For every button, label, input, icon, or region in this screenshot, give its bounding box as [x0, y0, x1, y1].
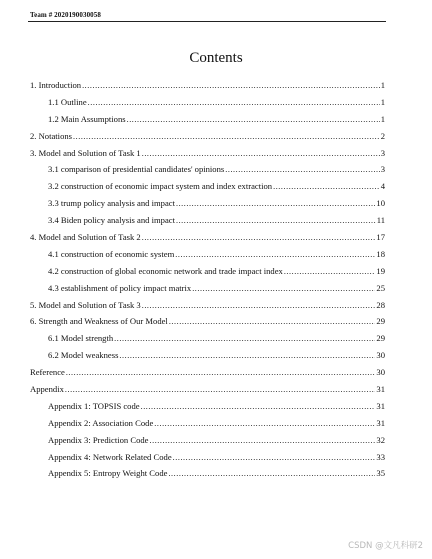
toc-dot-leader	[273, 182, 380, 191]
toc-entry-label: Appendix	[30, 384, 64, 395]
toc-entry-label: 1.1 Outline	[48, 96, 87, 107]
toc-entry-label: 4.1 construction of economic system	[48, 248, 175, 259]
toc-entry-page-number: 4	[380, 181, 385, 192]
toc-dot-leader	[141, 402, 376, 411]
toc-dot-leader	[150, 436, 376, 445]
page-title: Contents	[189, 50, 243, 66]
toc-entry[interactable]	[30, 215, 385, 232]
toc-entry-page-number: 18	[376, 248, 385, 259]
toc-entry-label: Appendix 2: Association Code	[48, 417, 154, 428]
toc-dot-leader	[88, 98, 380, 107]
toc-entry[interactable]	[30, 266, 385, 283]
toc-dot-leader	[192, 284, 375, 293]
toc-entry[interactable]	[30, 384, 385, 401]
toc-entry-label: Reference	[30, 367, 65, 378]
toc-entry[interactable]	[30, 80, 385, 97]
toc-dot-leader	[284, 267, 376, 276]
toc-entry[interactable]	[30, 232, 385, 249]
toc-dot-leader	[119, 351, 375, 360]
toc-entry[interactable]	[30, 97, 385, 114]
toc-entry-label: 3.3 trump policy analysis and impact	[48, 198, 175, 209]
toc-entry-page-number: 29	[376, 316, 385, 327]
toc-entry-label: 3.4 Biden policy analysis and impact	[48, 215, 175, 226]
toc-entry-page-number: 25	[376, 282, 385, 293]
toc-dot-leader	[142, 301, 376, 310]
toc-entry-page-number: 29	[376, 333, 385, 344]
toc-entry-page-number: 30	[376, 350, 385, 361]
toc-dot-leader	[176, 216, 376, 225]
toc-entry-page-number: 3	[380, 164, 385, 175]
toc-entry[interactable]	[30, 367, 385, 384]
team-number-header: Team # 2020190030058	[30, 11, 101, 19]
toc-entry[interactable]	[30, 164, 385, 181]
toc-entry-label: 3.1 comparison of presidential candidates' opinions	[48, 164, 225, 175]
toc-entry-page-number: 10	[376, 198, 385, 209]
toc-entry-label: Appendix 3: Prediction Code	[48, 434, 149, 445]
toc-dot-leader	[168, 469, 375, 478]
toc-dot-leader	[154, 419, 375, 428]
toc-dot-leader	[66, 368, 376, 377]
toc-entry-label: 2. Notations	[30, 130, 73, 141]
toc-entry[interactable]	[30, 249, 385, 266]
toc-entry-label: Appendix 4: Network Related Code	[48, 451, 172, 462]
toc-entry-page-number: 3	[380, 147, 385, 158]
toc-entry-label: 4. Model and Solution of Task 2	[30, 232, 141, 243]
toc-dot-leader	[169, 317, 376, 326]
toc-entry[interactable]	[30, 283, 385, 300]
table-of-contents	[30, 80, 385, 485]
toc-dot-leader	[175, 250, 375, 259]
toc-dot-leader	[142, 149, 380, 158]
toc-entry[interactable]	[30, 300, 385, 317]
toc-entry-page-number: 1	[380, 96, 385, 107]
toc-entry-label: 3. Model and Solution of Task 1	[30, 147, 141, 158]
toc-entry-label: Appendix 5: Entropy Weight Code	[48, 468, 168, 479]
toc-entry-label: 4.2 construction of global economic network and trade impact index	[48, 265, 283, 276]
toc-entry-page-number: 31	[376, 384, 385, 395]
toc-entry-label: 6.1 Model strength	[48, 333, 114, 344]
toc-entry-label: 3.2 construction of economic impact system and index extraction	[48, 181, 273, 192]
toc-entry-page-number: 17	[376, 232, 385, 243]
toc-entry-label: 6. Strength and Weakness of Our Model	[30, 316, 168, 327]
toc-entry[interactable]	[30, 452, 385, 469]
toc-entry-page-number: 2	[380, 130, 385, 141]
toc-entry[interactable]	[30, 198, 385, 215]
toc-dot-leader	[176, 199, 375, 208]
toc-dot-leader	[173, 453, 376, 462]
toc-entry[interactable]	[30, 435, 385, 452]
toc-entry-page-number: 35	[376, 468, 385, 479]
toc-entry[interactable]	[30, 401, 385, 418]
toc-entry[interactable]	[30, 131, 385, 148]
toc-entry-label: 5. Model and Solution of Task 3	[30, 299, 141, 310]
toc-entry-label: 1.2 Main Assumptions	[48, 113, 126, 124]
toc-dot-leader	[225, 165, 379, 174]
toc-entry-label: 6.2 Model weakness	[48, 350, 119, 361]
toc-entry-page-number: 19	[376, 265, 385, 276]
toc-dot-leader	[65, 385, 376, 394]
toc-entry-page-number: 32	[376, 434, 385, 445]
toc-entry-page-number: 30	[376, 367, 385, 378]
toc-entry[interactable]	[30, 316, 385, 333]
watermark: CSDN @文凡科研2	[348, 541, 423, 551]
toc-entry[interactable]	[30, 333, 385, 350]
toc-dot-leader	[114, 334, 375, 343]
toc-dot-leader	[127, 115, 380, 124]
toc-entry-label: 4.3 establishment of policy impact matrix	[48, 282, 192, 293]
toc-entry-page-number: 31	[376, 417, 385, 428]
toc-entry[interactable]	[30, 468, 385, 485]
toc-entry-page-number: 33	[376, 451, 385, 462]
toc-dot-leader	[73, 132, 380, 141]
header-divider	[28, 21, 386, 22]
toc-entry[interactable]	[30, 418, 385, 435]
toc-entry-page-number: 1	[380, 80, 385, 90]
toc-dot-leader	[82, 81, 380, 90]
toc-entry[interactable]	[30, 181, 385, 198]
toc-entry-page-number: 1	[380, 113, 385, 124]
toc-dot-leader	[142, 233, 376, 242]
toc-entry-label: 1. Introduction	[30, 80, 82, 90]
toc-entry-page-number: 11	[376, 215, 385, 226]
toc-entry-label: Appendix 1: TOPSIS code	[48, 400, 140, 411]
toc-entry-page-number: 28	[376, 299, 385, 310]
toc-entry-page-number: 31	[376, 400, 385, 411]
toc-entry[interactable]	[30, 148, 385, 165]
toc-entry[interactable]	[30, 114, 385, 131]
toc-entry[interactable]	[30, 350, 385, 367]
